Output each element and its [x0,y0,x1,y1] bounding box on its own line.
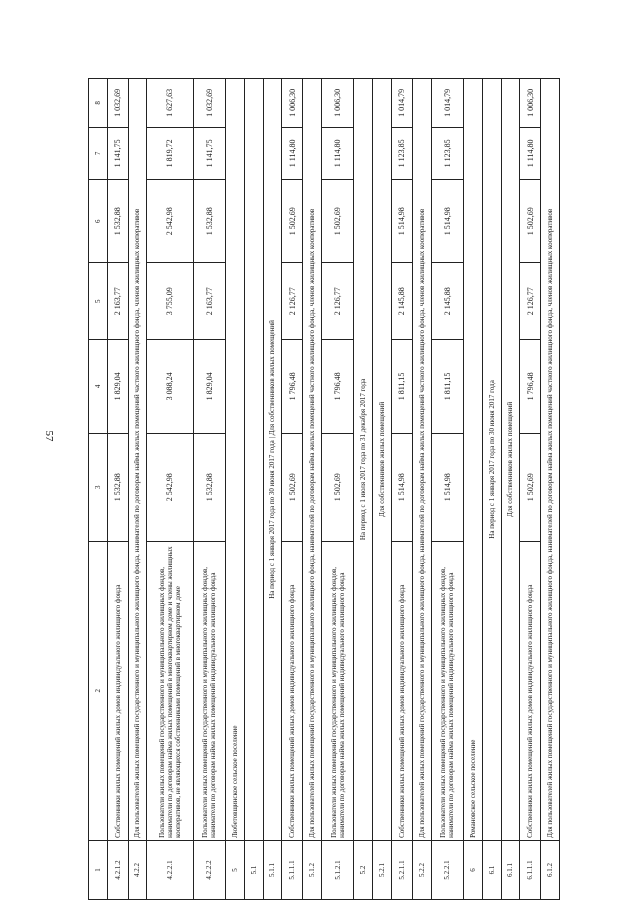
row-section-cell: Романовское сельское поселение [464,79,483,841]
table-row [128,79,147,900]
row-code-cell: 4.2.2 [128,840,147,899]
row-description-cell: Собственники жилых помещений жилых домов индивидуального жилищного фонда [107,541,128,840]
header-cell: 5 [89,263,108,340]
row-value-cell: 1 006,30 [520,79,541,128]
row-value-cell: 1 141,75 [193,127,225,179]
row-value-cell: 2 126,77 [520,263,541,340]
row-value-cell: 1 006,30 [321,79,353,128]
header-cell: 3 [89,433,108,541]
table-row [482,79,501,900]
row-code-cell: 5.1 [244,840,263,899]
table-row [354,79,373,900]
row-value-cell: 2 542,98 [147,433,193,541]
table-row [321,79,353,900]
row-value-cell: 1 796,48 [282,339,303,433]
row-value-cell: 1 514,98 [391,179,412,262]
table-row [107,79,128,900]
row-section-cell: Для пользователей жилых помещений государственного и муниципального жилищного фонда, нанимателей по договорам найма жилых помещений частного жилищного фонда, членов жилищных кооперативов [412,79,431,841]
row-value-cell: 2 126,77 [321,263,353,340]
row-code-cell: 5 [225,840,244,899]
row-value-cell: 1 114,80 [321,127,353,179]
row-period-cell: На период с 1 июля 2017 года по 31 декабря 2017 года [354,79,373,841]
row-value-cell: 1 532,88 [193,433,225,541]
tariff-table [88,78,560,900]
row-value-cell: 2 163,77 [193,263,225,340]
row-value-cell: 1 123,85 [431,127,463,179]
row-description-cell: Собственники жилых помещений жилых домов индивидуального жилищного фонда [520,541,541,840]
row-value-cell: 1 502,69 [282,179,303,262]
row-value-cell: 1 502,69 [282,433,303,541]
row-value-cell: 3 755,09 [147,263,193,340]
row-value-cell: 2 145,88 [431,263,463,340]
page-number: 57 [43,430,55,442]
row-value-cell: 1 829,04 [107,339,128,433]
row-code-cell: 5.1.2 [303,840,322,899]
row-code-cell: 5.1.1.1 [282,840,303,899]
row-code-cell: 5.2.2 [412,840,431,899]
row-value-cell: 1 014,79 [431,79,463,128]
row-code-cell: 6 [464,840,483,899]
rotated-table-container [88,78,560,900]
row-value-cell: 1 796,48 [520,339,541,433]
row-section-cell: Любетовщинское сельское поселение [225,79,244,841]
row-code-cell: 5.2.2.1 [431,840,463,899]
row-empty-cell [244,79,263,841]
row-value-cell: 2 163,77 [107,263,128,340]
row-value-cell: 1 141,75 [107,127,128,179]
table-row [541,79,560,900]
table-row [373,79,392,900]
row-code-cell: 4.2.2.2 [193,840,225,899]
row-code-cell: 5.2.1 [373,840,392,899]
table-row [431,79,463,900]
row-section-cell: Для пользователей жилых помещений государственного и муниципального жилищного фонда, нанимателей по договорам найма жилых помещений частного жилищного фонда, членов жилищных кооперативов [303,79,322,841]
table-row [391,79,412,900]
table-row [520,79,541,900]
table-row [193,79,225,900]
header-cell: 7 [89,127,108,179]
row-value-cell: 2 126,77 [282,263,303,340]
row-description-cell: Пользователи жилых помещений государственного и муниципального жилищных фондов, наниматели по договорам найма жилых помещений индивидуального жилищного фонда [431,541,463,840]
row-value-cell: 1 014,79 [391,79,412,128]
row-value-cell: 1 114,80 [520,127,541,179]
table-row [501,79,520,900]
row-description-cell: Собственники жилых помещений жилых домов индивидуального жилищного фонда [391,541,412,840]
table-row [244,79,263,900]
table-row [412,79,431,900]
row-code-cell: 4.2.2.1 [147,840,193,899]
header-cell: 2 [89,541,108,840]
row-code-cell: 4.2.1.2 [107,840,128,899]
row-code-cell: 5.1.2.1 [321,840,353,899]
header-cell: 4 [89,339,108,433]
header-cell: 1 [89,840,108,899]
row-description-cell: Пользователи жилых помещений государственного и муниципального жилищных фондов, наниматели по договорам найма жилых помещений индивидуального жилищного фонда [193,541,225,840]
row-value-cell: 1 627,63 [147,79,193,128]
row-value-cell: 1 514,98 [391,433,412,541]
row-value-cell: 1 811,15 [391,339,412,433]
row-value-cell: 2 542,98 [147,179,193,262]
row-code-cell: 5.2.1.1 [391,840,412,899]
row-value-cell: 3 088,24 [147,339,193,433]
row-value-cell: 1 532,88 [193,179,225,262]
row-value-cell: 1 819,72 [147,127,193,179]
row-value-cell: 1 123,85 [391,127,412,179]
row-value-cell: 1 514,98 [431,179,463,262]
row-value-cell: 1 114,80 [282,127,303,179]
table-row [464,79,483,900]
row-value-cell: 1 032,69 [107,79,128,128]
row-period-cell: Для собственников жилых помещений [501,79,520,841]
row-value-cell: 1 502,69 [321,179,353,262]
row-value-cell: 1 006,30 [282,79,303,128]
row-value-cell: 1 811,15 [431,339,463,433]
header-row [89,79,108,900]
row-value-cell: 1 796,48 [321,339,353,433]
row-code-cell: 6.1.2 [541,840,560,899]
row-section-cell: Для пользователей жилых помещений государственного и муниципального жилищного фонда, нанимателей по договорам найма жилых помещений частного жилищного фонда, членов жилищных кооперативов [541,79,560,841]
row-value-cell: 1 502,69 [520,179,541,262]
row-code-cell: 5.1.1 [263,840,282,899]
row-code-cell: 5.2 [354,840,373,899]
row-code-cell: 6.1.1 [501,840,520,899]
table-row [282,79,303,900]
row-period-cell: На период с 1 января 2017 года по 30 июня 2017 года [482,79,501,841]
table-row [147,79,193,900]
row-value-cell: 1 502,69 [321,433,353,541]
row-value-cell: 1 502,69 [520,433,541,541]
row-value-cell: 1 532,88 [107,433,128,541]
row-value-cell: 1 514,98 [431,433,463,541]
row-period-cell: На период с 1 января 2017 года по 30 июня 2017 года | Для собственников жилых помещений [263,79,282,841]
row-code-cell: 6.1 [482,840,501,899]
row-value-cell: 1 829,04 [193,339,225,433]
header-cell: 6 [89,179,108,262]
row-value-cell: 1 532,88 [107,179,128,262]
row-description-cell: Пользователи жилых помещений государственного и муниципального жилищных фондов, наниматели по договорам найма жилых помещений в многоквартирном доме и члены жилищных кооперативов, не являющихся собственниками помещений в многоквартирном доме [147,541,193,840]
header-cell: 8 [89,79,108,128]
row-value-cell: 1 032,69 [193,79,225,128]
row-section-cell: Для пользователей жилых помещений государственного и муниципального жилищного фонда, нанимателей по договорам найма жилых помещений частного жилищного фонда, членов жилищных кооперативов [128,79,147,841]
table-row [303,79,322,900]
row-description-cell: Собственники жилых помещений жилых домов индивидуального жилищного фонда [282,541,303,840]
table-row [225,79,244,900]
row-code-cell: 6.1.1.1 [520,840,541,899]
row-value-cell: 2 145,88 [391,263,412,340]
row-period-cell: Для собственников жилых помещений [373,79,392,841]
table-row [263,79,282,900]
row-description-cell: Пользователи жилых помещений государственного и муниципального жилищных фондов, наниматели по договорам найма жилых помещений индивидуального жилищного фонда [321,541,353,840]
